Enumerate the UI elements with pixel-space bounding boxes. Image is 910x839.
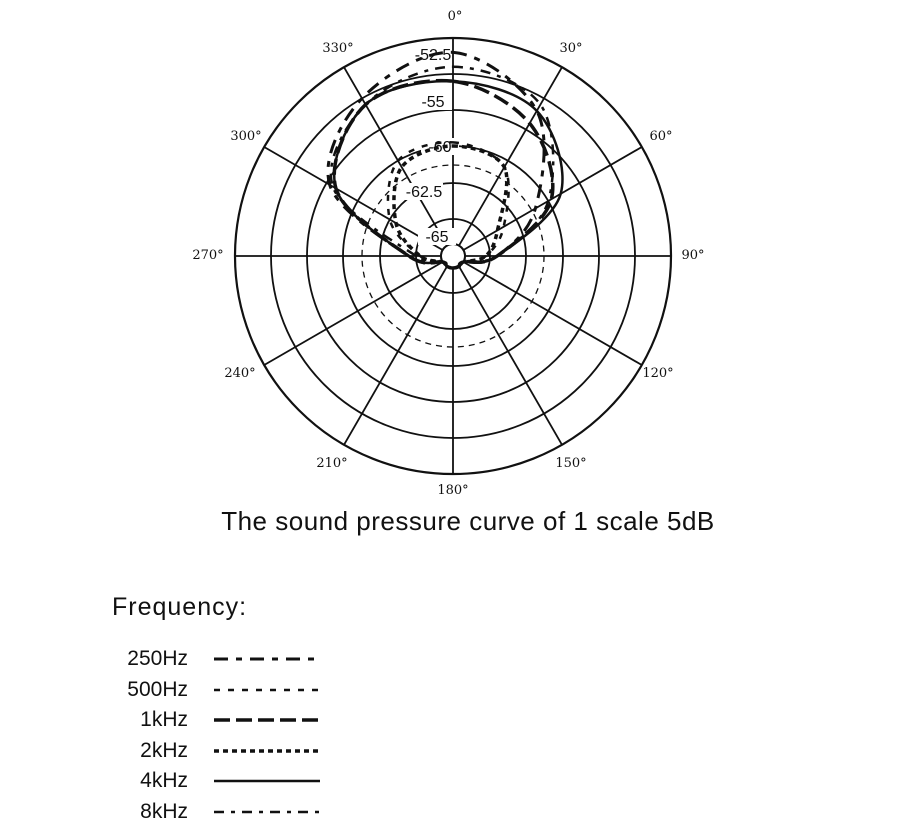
legend-row [100,706,340,737]
legend-row [100,737,340,768]
angle-label: 330° [322,41,354,56]
angle-label: 30° [559,41,583,56]
chart-caption: The sound pressure curve of 1 scale 5dB [221,506,715,536]
angle-label: 0° [447,9,463,24]
grid-spoke [344,266,447,444]
legend-label: 250Hz [127,647,188,670]
legend-label: 2kHz [140,738,188,762]
legend-row [100,798,340,829]
angle-label: 60° [649,129,673,144]
angle-label: 90° [681,248,705,263]
radial-label: -65 [425,229,449,246]
radial-label: -55 [421,94,445,111]
series-curve-500Hz [388,142,509,268]
legend-row [100,645,340,676]
radial-label: -62.5 [405,184,443,201]
legend-title: Frequency: [112,593,248,621]
angle-label: 300° [230,129,262,144]
angle-label: 180° [437,483,469,498]
legend-label: 500Hz [127,677,188,701]
legend-swatch [212,772,324,788]
legend-swatch [212,681,324,697]
angle-label: 240° [224,366,256,381]
legend-swatch [212,742,324,758]
grid-spoke [264,262,442,365]
legend-label: 4kHz [140,769,188,792]
legend-label: 8kHz [140,799,188,823]
legend-swatch [212,711,324,727]
angle-label: 270° [192,248,224,263]
legend-swatch [212,650,324,666]
legend-row [100,767,340,798]
grid-spoke [459,266,562,444]
grid-spoke [463,262,641,365]
legend-row [100,676,340,707]
angle-label: 120° [642,366,674,381]
legend-swatch [212,803,324,819]
radial-label: -60 [428,139,452,156]
angle-label: 210° [316,456,348,471]
legend [100,645,340,828]
legend-label: 1kHz [140,708,188,731]
radial-label: -52.5 [414,47,452,64]
angle-label: 150° [555,456,587,471]
